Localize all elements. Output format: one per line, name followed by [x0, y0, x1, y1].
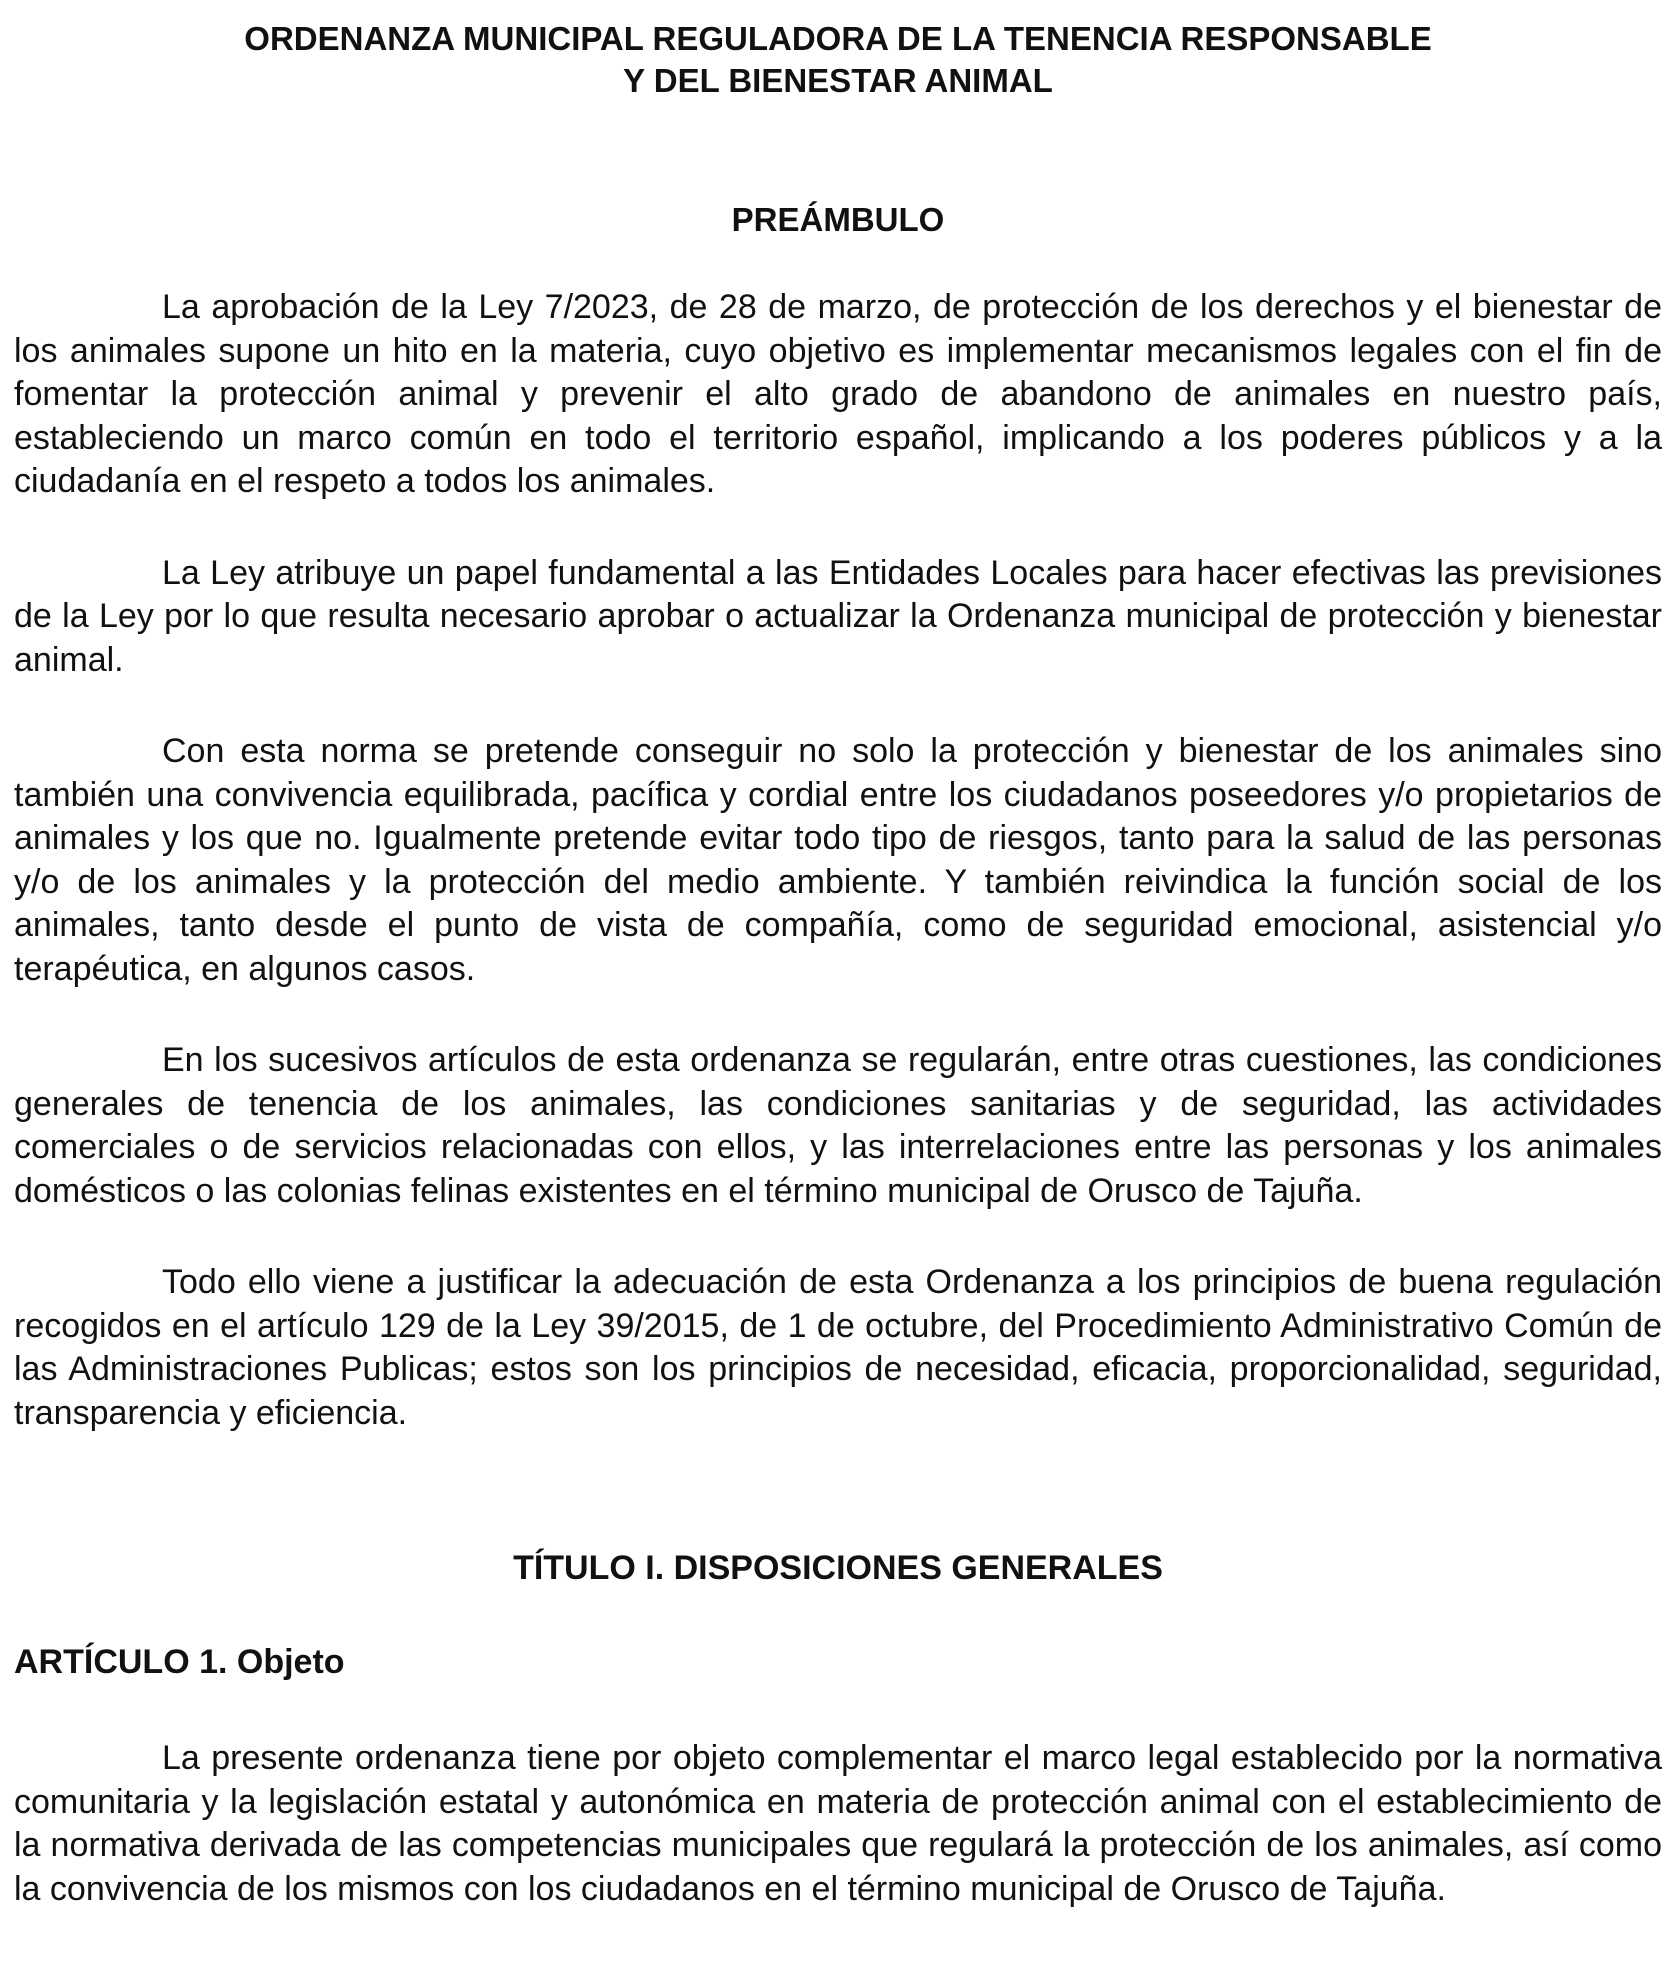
- preamble-paragraph-2: La Ley atribuye un papel fundamental a las Entidades Locales para hacer efectivas las previsiones de la Ley por lo que resulta necesario aprobar o actualizar la Ordenanza municipal de protección y bienestar animal.: [14, 553, 1662, 679]
- preamble-heading: PREÁMBULO: [731, 201, 945, 238]
- document-title-line-2: Y DEL BIENESTAR ANIMAL: [623, 62, 1053, 99]
- preamble-paragraph-5: Todo ello viene a justificar la adecuación de esta Ordenanza a los principios de buena regulación recogidos en el artículo 129 de la Ley 39/2015, de 1 de octubre, del Procedimiento Administrativo Común de las Administraciones Publicas; estos son los principios de necesidad, eficacia, proporcionalidad, seguridad, transparencia y eficiencia.: [14, 1263, 1662, 1432]
- document-title-line-1: ORDENANZA MUNICIPAL REGULADORA DE LA TENENCIA RESPONSABLE: [244, 20, 1432, 57]
- preamble-paragraph-3: Con esta norma se pretende conseguir no solo la protección y bienestar de los animales sino también una convivencia equilibrada, pacífica y cordial entre los ciudadanos poseedores y/o propietarios de animales y los que no. Igualmente pretende evitar todo tipo de riesgos, tanto para la salud de las personas y/o de los animales y la protección del medio ambiente. Y también reivindica la función social de los animales, tanto desde el punto de vista de compañía, como de seguridad emocional, asistencial y/o terapéutica, en algunos casos.: [14, 732, 1662, 988]
- preamble-paragraph-1: La aprobación de la Ley 7/2023, de 28 de marzo, de protección de los derechos y el bienestar de los animales supone un hito en la materia, cuyo objetivo es implementar mecanismos legales con el fin de fomentar la protección animal y prevenir el alto grado de abandono de animales en nuestro país, estableciendo un marco común en todo el territorio español, implicando a los poderes públicos y a la ciudadanía en el respeto a todos los animales.: [14, 288, 1662, 500]
- document-title: [14, 0, 1662, 102]
- document-page: [14, 0, 1662, 1911]
- article-1-heading: ARTÍCULO 1. Objeto: [14, 1643, 345, 1681]
- title-i-heading: TÍTULO I. DISPOSICIONES GENERALES: [513, 1549, 1163, 1587]
- preamble-paragraph-4: En los sucesivos artículos de esta ordenanza se regularán, entre otras cuestiones, las condiciones generales de tenencia de los animales, las condiciones sanitarias y de seguridad, las actividades comerciales o de servicios relacionadas con ellos, y las interrelaciones entre las personas y los animales domésticos o las colonias felinas existentes en el término municipal de Orusco de Tajuña.: [14, 1041, 1662, 1210]
- article-1-paragraph: La presente ordenanza tiene por objeto complementar el marco legal establecido por la normativa comunitaria y la legislación estatal y autonómica en materia de protección animal con el establecimiento de la normativa derivada de las competencias municipales que regulará la protección de los animales, así como la convivencia de los mismos con los ciudadanos en el término municipal de Orusco de Tajuña.: [14, 1739, 1662, 1908]
